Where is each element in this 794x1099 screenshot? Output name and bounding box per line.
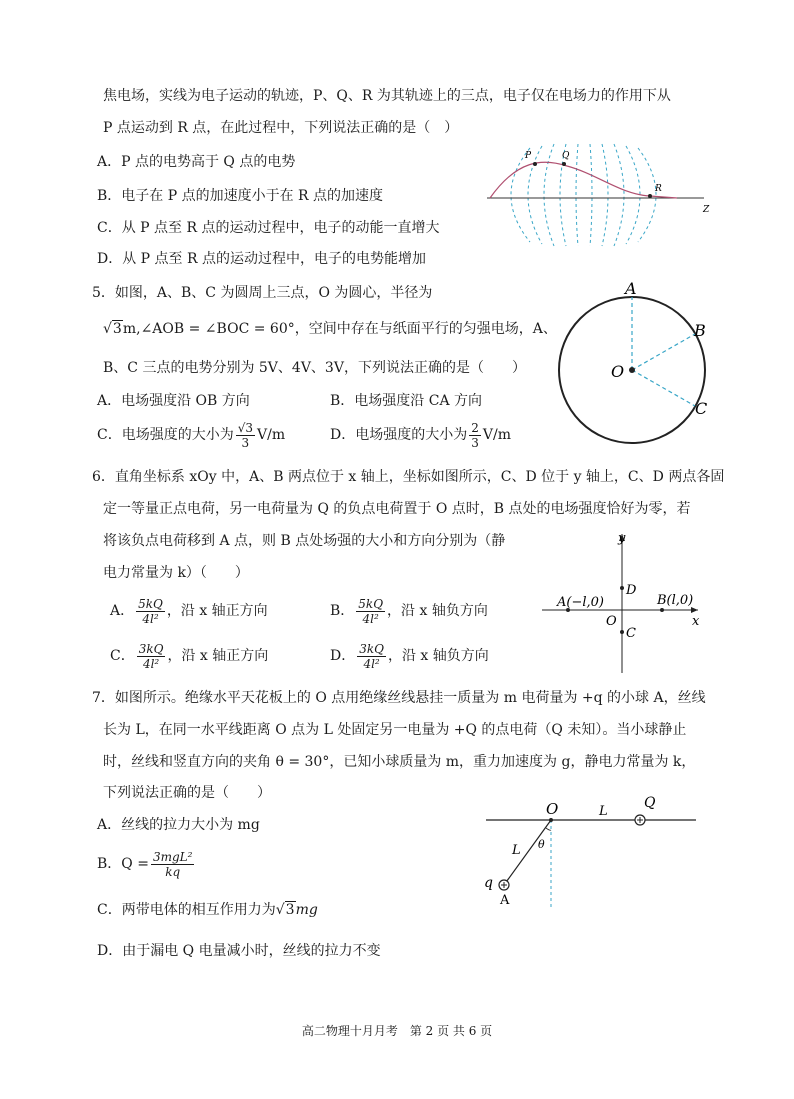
q5-option-b: B．电场强度沿 CA 方向 [330, 393, 483, 409]
q5-radius-oc [632, 370, 695, 406]
q7-label-a: A [500, 893, 510, 908]
q5-option-d: D．电场强度的大小为 $\frac{2}{3}$ V/m [330, 420, 511, 450]
q4-option-c: C．从 P 点至 R 点的运动过程中，电子的动能一直增大 [97, 220, 440, 236]
q4-point-p [533, 162, 537, 166]
q5-label-o: O [611, 362, 625, 381]
q4-electron-trajectory [490, 162, 677, 198]
q7-line3: 时，丝线和竖直方向的夹角 θ = 30°，已知小球质量为 m，重力加速度为 g，静电力常量为 k， [103, 754, 696, 770]
q7-option-b: B．Q = $\frac{\text{3mgL²}}{kq}$ [97, 849, 193, 879]
q7-label-o: O [546, 800, 559, 818]
q5-line1: 5．如图，A、B、C 为圆周上三点，O 为圆心，半径为 [92, 285, 433, 301]
q6-line4: 电力常量为 k）（ ） [103, 565, 249, 581]
q6-label-d: D [626, 583, 637, 598]
q6-point-c [620, 630, 624, 634]
q4-label-p: P [525, 151, 532, 161]
q7-angle-arc [546, 828, 551, 830]
q5-label-b: B [694, 321, 706, 340]
q4-label-r: R [655, 184, 662, 194]
q4-line2: P 点运动到 R 点，在此过程中，下列说法正确的是（ ） [103, 120, 459, 136]
q6-option-a: A． $\frac{5kQ}{\text{4l²}}$ ，沿 x 轴正方向 [110, 596, 268, 626]
q6-label-b: B(l,0) [657, 593, 694, 608]
q6-option-b: B． $\frac{5kQ}{\text{4l²}}$ ，沿 x 轴负方向 [330, 596, 488, 626]
q4-figure-focusing-field [482, 140, 712, 250]
q6-line3: 将该负点电荷移到 A 点，则 B 点处场强的大小和方向分别为（静 [103, 533, 506, 549]
q5-sqrt3: √3 [103, 321, 122, 337]
q7-line1: 7．如图所示。绝缘水平天花板上的 O 点用绝缘丝线悬挂一质量为 m 电荷量为 +q 的小球 A，丝线 [92, 690, 706, 706]
q4-label-q: Q [562, 151, 570, 161]
q4-point-q [562, 162, 566, 166]
q7-label-l-side: L [512, 843, 521, 858]
q6-line2: 定一等量正点电荷，另一电荷量为 Q 的负点电荷置于 O 点时，B 点处的电场强度恰好为零，若 [103, 501, 691, 517]
q6-label-o: O [606, 614, 617, 629]
q7-option-b-fraction: $\frac{\text{3mgL²}}{kq}$ [152, 849, 193, 879]
q7-option-d: D．由于漏电 Q 电量减小时，丝线的拉力不变 [97, 943, 381, 959]
q7-label-l-top: L [599, 804, 608, 819]
q7-point-o [549, 818, 553, 822]
q5-line2 [103, 319, 557, 339]
q5-line2-rest: m,∠AOB = ∠BOC = 60°，空间中存在与纸面平行的匀强电场，A、 [122, 321, 557, 337]
q4-option-a: A．P 点的电势高于 Q 点的电势 [97, 154, 296, 170]
q5-option-a: A．电场强度沿 OB 方向 [97, 393, 250, 409]
q4-option-d: D．从 P 点至 R 点的运动过程中，电子的电势能增加 [97, 251, 426, 267]
q5-line3: B、C 三点的电势分别为 5V、4V、3V，下列说法正确的是（ ） [103, 360, 526, 376]
q6-label-x: x [692, 614, 700, 629]
q7-label-theta: θ [538, 838, 545, 851]
q4-label-z: Z [703, 205, 710, 215]
q5-label-c: C [695, 399, 708, 418]
q4-dashed-field-lines [511, 144, 656, 246]
q6-line1: 6．直角坐标系 xOy 中，A、B 两点位于 x 轴上，坐标如图所示，C、D 位于 y 轴上，C、D 两点各固 [92, 469, 725, 485]
q7-line2: 长为 L，在同一水平线距离 O 点为 L 处固定另一电量为 +Q 的点电荷（Q 未知）。当小球静止 [103, 722, 687, 738]
q7-option-c: C．两带电体的相互作用力为√3mg [97, 902, 318, 918]
q5-center-o [629, 367, 635, 373]
q6-figure-axes [540, 528, 710, 678]
q6-label-a: A(−l,0) [557, 595, 604, 610]
q6-option-d: D． $\frac{3kQ}{\text{4l²}}$ ，沿 x 轴负方向 [330, 641, 489, 671]
q6-point-b [660, 608, 664, 612]
q7-label-q-big: Q [644, 795, 656, 811]
page-footer: 高二物理十月月考 第 2 页 共 6 页 [301, 1024, 493, 1038]
q7-label-q-small: q [484, 875, 493, 891]
q7-option-a: A．丝线的拉力大小为 mg [97, 817, 260, 833]
q5-figure-circle [555, 280, 725, 450]
q4-point-r [648, 194, 652, 198]
q4-line1: 焦电场，实线为电子运动的轨迹，P、Q、R 为其轨迹上的三点，电子仅在电场力的作用下从 [103, 88, 671, 104]
q5-radius-ob [632, 334, 695, 370]
q5-option-d-fraction: $\frac{2}{3}$ [471, 420, 479, 450]
q7-figure-pendulum [480, 792, 700, 912]
q4-option-b: B．电子在 P 点的加速度小于在 R 点的加速度 [97, 188, 384, 204]
q6-label-c: C [626, 626, 636, 641]
q6-label-y: y [618, 531, 626, 546]
q6-option-c: C． $\frac{3kQ}{\text{4l²}}$ ，沿 x 轴正方向 [110, 641, 269, 671]
q5-label-a: A [625, 279, 637, 298]
q5-option-c-fraction: $\frac{√3}{3}$ [237, 420, 254, 450]
q6-point-d [620, 586, 624, 590]
q5-option-c: C．电场强度的大小为 $\frac{√3}{3}$ V/m [97, 420, 286, 450]
q7-line4: 下列说法正确的是（ ） [103, 785, 271, 801]
